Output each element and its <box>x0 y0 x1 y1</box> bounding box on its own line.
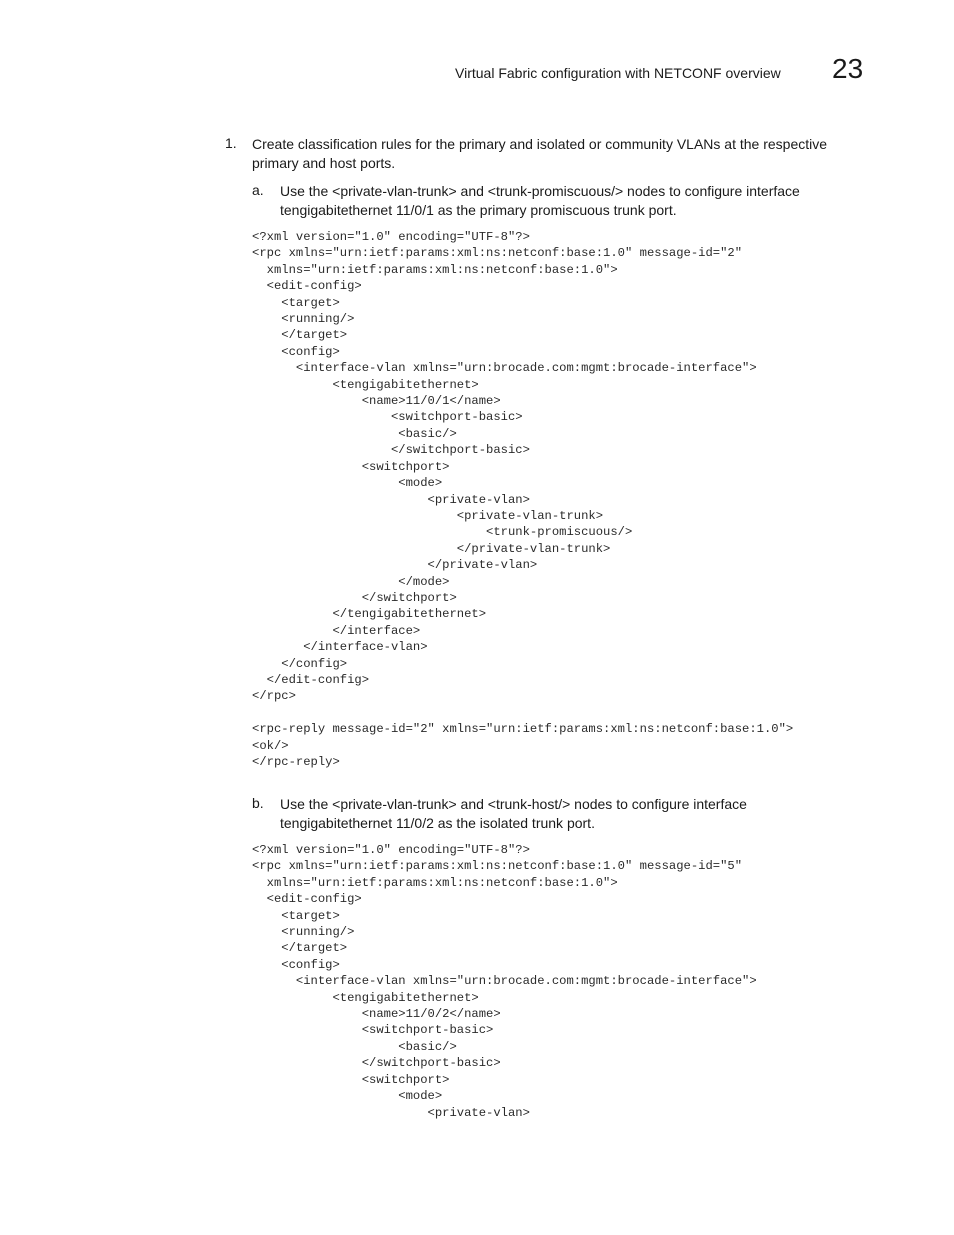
substep-a-letter: a. <box>252 182 264 198</box>
substep-b-text: Use the <private-vlan-trunk> and <trunk-host/> nodes to configure interface tengigabitethernet 11/0/2 as the isolated trunk port. <box>280 796 747 831</box>
chapter-number: 23 <box>832 53 864 84</box>
running-header-title: Virtual Fabric configuration with NETCONF overview <box>455 65 781 81</box>
substep-a-text: Use the <private-vlan-trunk> and <trunk-promiscuous/> nodes to configure interface tengigabitethernet 11/0/1 as the primary promiscuous trunk port. <box>280 183 800 218</box>
substep-b-letter: b. <box>252 795 264 811</box>
step-1-text: Create classification rules for the primary and isolated or community VLANs at the respective primary and host ports. <box>252 136 828 171</box>
step-1-number: 1. <box>225 135 237 151</box>
code-block-a: <?xml version="1.0" encoding="UTF-8"?> <rpc xmlns="urn:ietf:params:xml:ns:netconf:base:1.0" message-id="2" xmlns="urn:ietf:params:xml:ns:netconf:base:1.0"> <edit-config> <target> <running/> </target> <config> <interface-vlan xmlns="urn:brocade.com:mgmt:brocade-interface"> <tengigabitethernet> <name>11/0/1</name> <switchport-basic> <basic/> </switchport-basic> <switchport> <mode> <private-vlan> <private-vlan-trunk> <trunk-promiscuous/> </private-vlan-trunk> </private-vlan> </mode> </switchport> </tengigabitethernet> </interface> </interface-vlan> </config> </edit-config> </rpc> <rpc-reply message-id="2" xmlns="urn:ietf:params:xml:ns:netconf:base:1.0"> <ok/> </rpc-reply> <box>252 230 794 769</box>
code-block-b: <?xml version="1.0" encoding="UTF-8"?> <rpc xmlns="urn:ietf:params:xml:ns:netconf:base:1.0" message-id="5" xmlns="urn:ietf:params:xml:ns:netconf:base:1.0"> <edit-config> <target> <running/> </target> <config> <interface-vlan xmlns="urn:brocade.com:mgmt:brocade-interface"> <tengigabitethernet> <name>11/0/2</name> <switchport-basic> <basic/> </switchport-basic> <switchport> <mode> <private-vlan> <box>252 843 757 1120</box>
